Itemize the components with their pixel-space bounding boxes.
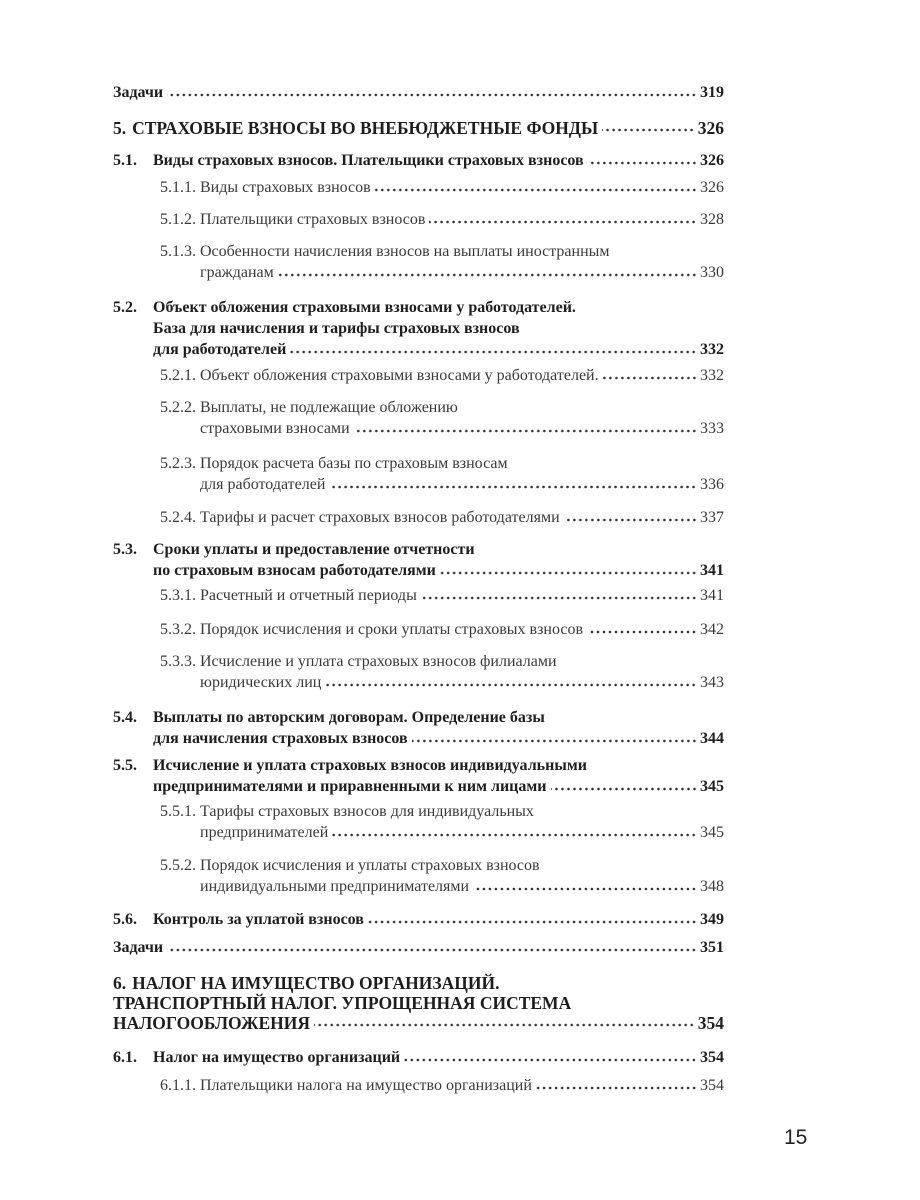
toc-entry-line xyxy=(113,241,724,262)
toc-entry[interactable] xyxy=(113,585,724,606)
toc-entry-title: Порядок исчисления и сроки уплаты страховых взносов xyxy=(200,621,584,638)
toc-entry-title: Исчисление и уплата страховых взносов филиалами xyxy=(200,653,557,670)
toc-entry-line xyxy=(113,1013,724,1033)
toc-entry[interactable] xyxy=(113,365,724,386)
toc-entry-title: Расчетный и отчетный периоды xyxy=(200,587,417,604)
toc-entry[interactable] xyxy=(113,209,724,230)
toc-entry-title: Плательщики налога на имущество организаций xyxy=(200,1077,532,1094)
toc-entry[interactable] xyxy=(113,150,724,171)
toc-entry-number: 6. xyxy=(113,973,127,993)
toc-entry[interactable] xyxy=(113,82,724,103)
toc-entry-page: 342 xyxy=(700,621,724,638)
toc-entry-title: Контроль за уплатой взносов xyxy=(153,911,364,928)
toc-entry[interactable] xyxy=(113,651,724,693)
toc-entry-title: юридических лиц xyxy=(200,674,322,691)
dot-leader xyxy=(167,92,697,98)
toc-entry-title: Тарифы страховых взносов для индивидуальных xyxy=(200,803,534,820)
toc-entry-page: 326 xyxy=(700,152,724,169)
toc-entry-title: Объект обложения страховыми взносами у работодателей. xyxy=(200,367,599,384)
toc-entry-line xyxy=(200,474,724,495)
toc-entry[interactable] xyxy=(113,177,724,198)
toc-entry-number: 5.5.1. xyxy=(160,803,196,820)
toc-entry-title: НАЛОГООБЛОЖЕНИЯ xyxy=(113,1013,311,1033)
toc-entry[interactable] xyxy=(113,801,724,843)
toc-entry[interactable] xyxy=(113,397,724,439)
toc-entry-page: 345 xyxy=(700,778,724,795)
toc-entry-line xyxy=(200,876,724,897)
dot-leader xyxy=(588,160,697,166)
dot-leader xyxy=(473,886,697,892)
toc-entry-line xyxy=(113,619,724,640)
toc-entry-line xyxy=(113,973,724,993)
dot-leader xyxy=(536,1085,697,1091)
toc-entry[interactable] xyxy=(113,453,724,495)
dot-leader xyxy=(551,786,697,792)
toc-entry-title: гражданам xyxy=(200,264,274,281)
toc-entry-page: 326 xyxy=(697,118,724,138)
toc-entry-title: Сроки уплаты и предоставление отчетности xyxy=(153,541,475,558)
toc-entry-title: страховыми взносами xyxy=(200,420,350,437)
toc-entry-number: 5. xyxy=(113,118,127,138)
toc-entry-line xyxy=(113,365,724,386)
toc-entry-line xyxy=(153,728,724,749)
toc-entry-page: 345 xyxy=(700,824,724,841)
toc-entry-number: 5.4. xyxy=(113,709,137,726)
toc-entry-title: Тарифы и расчет страховых взносов работодателями xyxy=(200,509,560,526)
dot-leader xyxy=(325,682,697,688)
toc-entry-page: 343 xyxy=(700,674,724,691)
toc-entry-line xyxy=(200,672,724,693)
toc-entry[interactable] xyxy=(113,707,724,749)
toc-entry-page: 349 xyxy=(700,911,724,928)
toc-entry-page: 341 xyxy=(700,587,724,604)
toc-entry-title: для работодателей xyxy=(153,341,287,358)
toc-entry-page: 333 xyxy=(700,420,724,437)
toc-entry[interactable] xyxy=(113,507,724,528)
dot-leader xyxy=(314,1022,695,1028)
toc-entry-title: Налог на имущество организаций xyxy=(153,1049,401,1066)
toc-entry-title: Порядок исчисления и уплаты страховых взносов xyxy=(200,857,540,874)
toc-entry-title: предпринимателями и приравненными к ним лицами xyxy=(153,778,547,795)
toc-entry-title: для работодателей xyxy=(200,476,326,493)
toc-entry-line xyxy=(113,855,724,876)
toc-entry-number: 5.2.2. xyxy=(160,399,196,416)
toc-entry[interactable] xyxy=(113,1075,724,1096)
dot-leader xyxy=(602,127,695,133)
toc-entry-line xyxy=(113,177,724,198)
dot-leader xyxy=(421,595,697,601)
dot-leader xyxy=(354,428,697,434)
toc-entry-page: 337 xyxy=(700,509,724,526)
toc-entry[interactable] xyxy=(113,619,724,640)
toc-entry[interactable] xyxy=(113,118,724,138)
toc-entry-number: 6.1.1. xyxy=(160,1077,196,1094)
toc-entry-line xyxy=(113,150,724,171)
toc-entry-title: индивидуальными предпринимателями xyxy=(200,878,470,895)
toc-entry-line xyxy=(113,937,724,958)
toc-entry-title: Объект обложения страховыми взносами у работодателей. xyxy=(153,299,576,316)
toc-entry-title: предпринимателей xyxy=(200,824,329,841)
toc-entry[interactable] xyxy=(113,909,724,930)
toc-entry-line xyxy=(113,453,724,474)
toc-entry[interactable] xyxy=(113,755,724,797)
toc-entry-title: Выплаты по авторским договорам. Определение базы xyxy=(153,709,545,726)
toc-entry-line xyxy=(113,297,724,318)
toc-entry-number: 5.3.2. xyxy=(160,621,196,638)
toc-entry-title: Особенности начисления взносов на выплаты иностранным xyxy=(200,243,610,260)
toc-entry-title: для начисления страховых взносов xyxy=(153,730,408,747)
toc-entry-number: 5.2. xyxy=(113,299,137,316)
dot-leader xyxy=(375,187,697,193)
toc-entry-line xyxy=(113,801,724,822)
toc-entry-title: СТРАХОВЫЕ ВЗНОСЫ ВО ВНЕБЮДЖЕТНЫЕ ФОНДЫ xyxy=(132,118,599,138)
toc-entry[interactable] xyxy=(113,297,724,360)
toc-entry-page: 328 xyxy=(700,211,724,228)
toc-entry-page: 319 xyxy=(700,84,724,101)
toc-entry-line xyxy=(113,507,724,528)
toc-entry-number: 5.2.1. xyxy=(160,367,196,384)
toc-entry-number: 5.3.1. xyxy=(160,587,196,604)
toc-entry-line xyxy=(113,539,724,560)
toc-entry-number: 5.1.1. xyxy=(160,179,196,196)
toc-entry-line xyxy=(113,651,724,672)
toc-entry-title: Задачи xyxy=(113,84,164,101)
toc-entry-title: Исчисление и уплата страховых взносов индивидуальными xyxy=(153,757,587,774)
toc-entry-line xyxy=(153,776,724,797)
dot-leader xyxy=(368,919,697,925)
toc-entry-number: 5.1. xyxy=(113,152,137,169)
toc-entry-page: 330 xyxy=(700,264,724,281)
toc-entry-number: 5.1.3. xyxy=(160,243,196,260)
toc-entry-page: 332 xyxy=(700,367,724,384)
toc-entry-page: 344 xyxy=(700,730,724,747)
toc-entry-line xyxy=(200,822,724,843)
toc-entry-line xyxy=(113,118,724,138)
toc-entry-page: 326 xyxy=(700,179,724,196)
toc-entry-title: по страховым взносам работодателями xyxy=(153,562,436,579)
toc-entry-line xyxy=(153,318,724,339)
toc-entry-page: 332 xyxy=(700,341,724,358)
dot-leader xyxy=(429,219,697,225)
toc-entry-number: 5.6. xyxy=(113,911,137,928)
toc-entry[interactable] xyxy=(113,855,724,897)
toc-entry-page: 351 xyxy=(700,939,724,956)
toc-entry-number: 6.1. xyxy=(113,1049,137,1066)
toc-entry-line xyxy=(200,262,724,283)
dot-leader xyxy=(404,1057,697,1063)
toc-entry-title: Виды страховых взносов xyxy=(200,179,371,196)
dot-leader xyxy=(587,629,697,635)
toc-entry-line xyxy=(113,909,724,930)
toc-entry-title: ТРАНСПОРТНЫЙ НАЛОГ. УПРОЩЕННАЯ СИСТЕМА xyxy=(113,993,572,1013)
dot-leader xyxy=(290,349,697,355)
dot-leader xyxy=(278,272,697,278)
toc-entry-page: 348 xyxy=(700,878,724,895)
dot-leader xyxy=(332,832,697,838)
toc-entry-line xyxy=(113,82,724,103)
toc-entry[interactable] xyxy=(113,1047,724,1068)
toc-entry-line xyxy=(153,339,724,360)
toc-entry-title: Плательщики страховых взносов xyxy=(200,211,426,228)
dot-leader xyxy=(167,947,697,953)
toc-entry-title: Задачи xyxy=(113,939,164,956)
toc-entry-line xyxy=(113,755,724,776)
toc-entry-line xyxy=(200,418,724,439)
toc-entry-number: 5.3. xyxy=(113,541,137,558)
toc-entry-number: 5.2.4. xyxy=(160,509,196,526)
toc-entry-line xyxy=(113,1047,724,1068)
toc-entry-number: 5.2.3. xyxy=(160,455,196,472)
dot-leader xyxy=(440,570,697,576)
toc-entry[interactable] xyxy=(113,539,724,581)
toc-entry-line xyxy=(113,993,724,1013)
dot-leader xyxy=(412,738,697,744)
toc-entry-number: 5.5.2. xyxy=(160,857,196,874)
toc-entry-line xyxy=(113,585,724,606)
toc-entry-title: Выплаты, не подлежащие обложению xyxy=(200,399,458,416)
toc-entry[interactable] xyxy=(113,241,724,283)
toc-entry-title: База для начисления и тарифы страховых взносов xyxy=(153,320,520,337)
toc-entry-title: Порядок расчета базы по страховым взносам xyxy=(200,455,508,472)
toc-entry-page: 341 xyxy=(700,562,724,579)
dot-leader xyxy=(603,375,697,381)
toc-entry-line xyxy=(113,707,724,728)
toc-entry-number: 5.3.3. xyxy=(160,653,196,670)
toc-entry[interactable] xyxy=(113,937,724,958)
toc-entry-page: 354 xyxy=(700,1077,724,1094)
toc-entry-number: 5.5. xyxy=(113,757,137,774)
toc-entry-page: 354 xyxy=(700,1049,724,1066)
toc-entry-page: 354 xyxy=(697,1013,724,1033)
toc-entry-title: НАЛОГ НА ИМУЩЕСТВО ОРГАНИЗАЦИЙ. xyxy=(132,973,500,993)
toc-entry-line xyxy=(153,560,724,581)
dot-leader xyxy=(564,517,697,523)
toc-entry[interactable] xyxy=(113,973,724,1033)
toc-entry-line xyxy=(113,209,724,230)
page-number: 15 xyxy=(784,1126,808,1149)
toc-entry-title: Виды страховых взносов. Плательщики страховых взносов xyxy=(153,152,584,169)
toc-entry-line xyxy=(113,397,724,418)
toc-entry-line xyxy=(113,1075,724,1096)
toc-entry-number: 5.1.2. xyxy=(160,211,196,228)
dot-leader xyxy=(329,484,697,490)
toc-entry-page: 336 xyxy=(700,476,724,493)
